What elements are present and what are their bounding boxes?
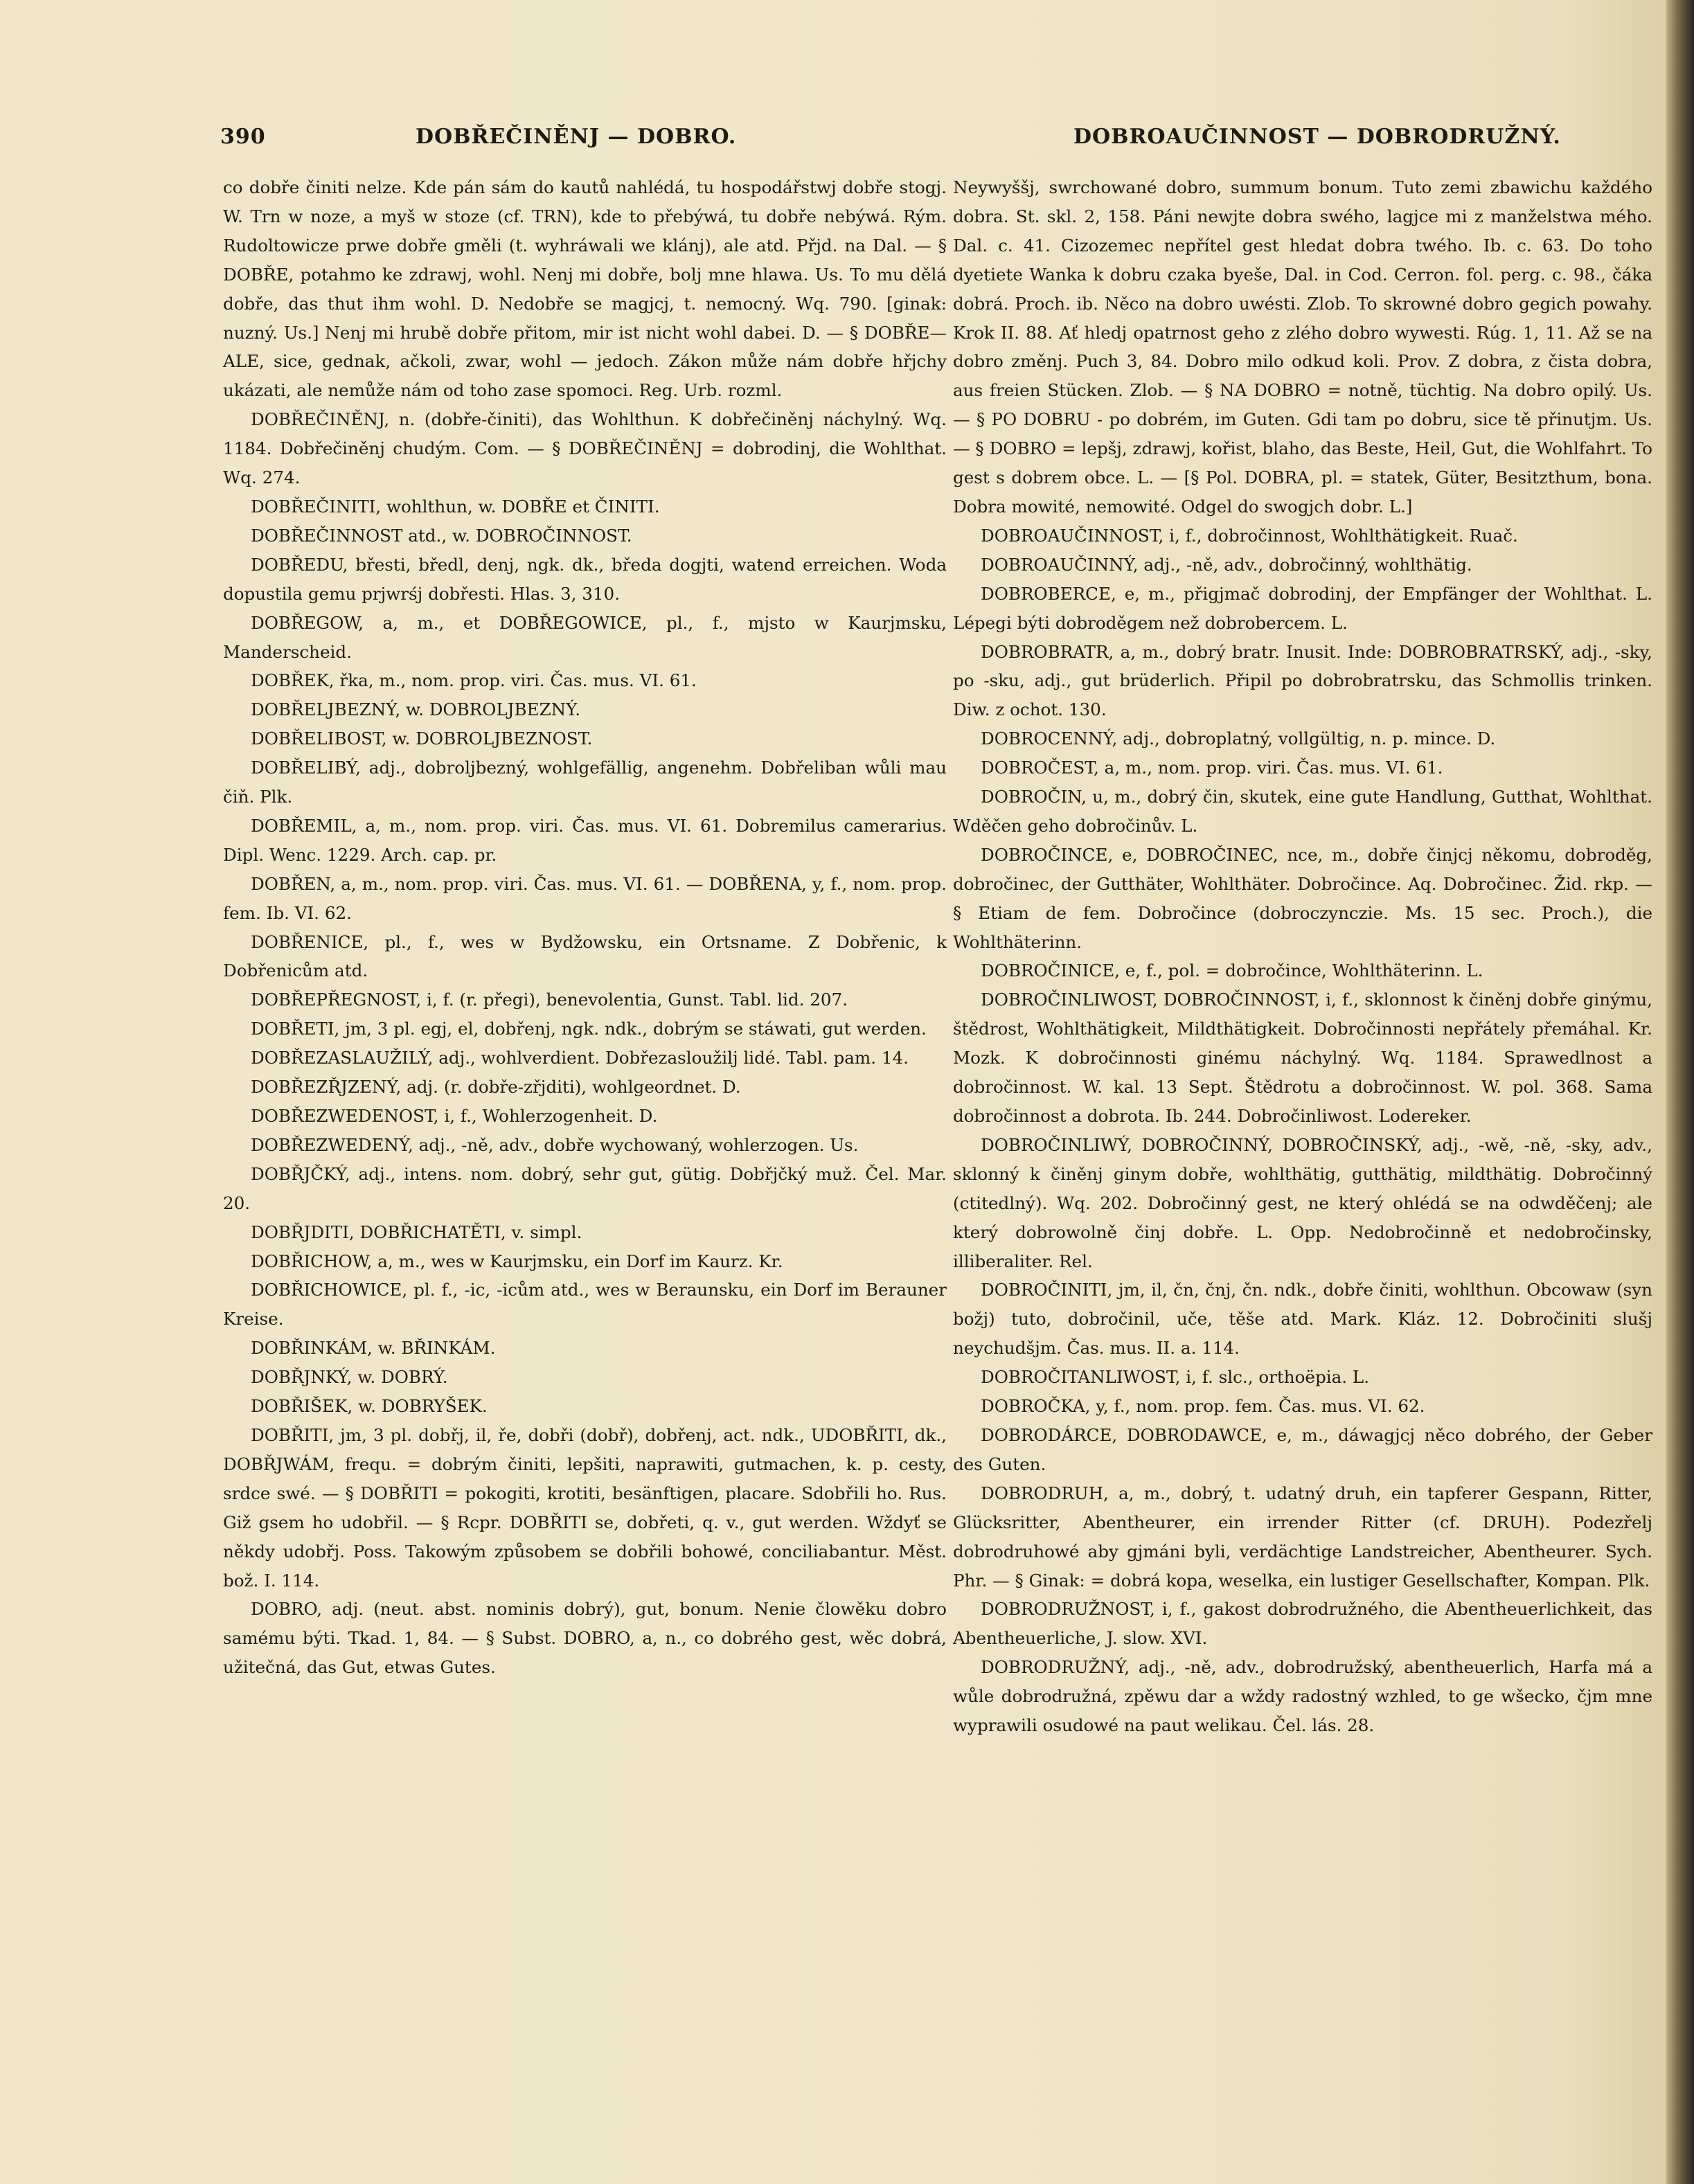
dictionary-entry: DOBŘELIBOST, w. DOBROLJBEZNOST.	[251, 728, 593, 749]
right-running-head: DOBROAUČINNOST — DOBRODRUŽNÝ.	[1073, 125, 1561, 149]
dictionary-entry: DOBROČIN, u, m., dobrý čin, skutek, eine gute Handlung, Gutthat, Wohlthat. Wděčen geho dobročinův. L.	[953, 787, 1652, 836]
dictionary-entry: DOBŘEMIL, a, m., nom. prop. viri. Čas. mus. VI. 61. Dobremilus camerarius. Dipl. Wenc. 1229. Arch. cap. pr.	[223, 815, 947, 865]
dictionary-entry: DOBRODRUŽNOST, i, f., gakost dobrodružného, die Abentheuerlichkeit, das Abentheuerliche, J. slow. XVI.	[953, 1599, 1652, 1649]
dictionary-entry: DOBROBERCE, e, m., přigjmač dobrodinj, der Empfänger der Wohlthat. L. Lépegi býti dobroděgem než dobrobercem. L.	[953, 583, 1652, 633]
dictionary-entry: DOBROČINLIWOST, DOBROČINNOST, i, f., sklonnost k činěnj dobře ginýmu, štědrost, Wohlthätigkeit, Mildthätigkeit. Dobročinnosti nepřátely přemáhal. Kr. Mozk. K dobročinnosti ginému náchylný. Wq. 1184. Sprawedlnost a dobročinnost. W. kal. 13 Sept. Štědrotu a dobročinnost. W. pol. 368. Sama dobročinnost a dobrota. Ib. 244. Dobročinliwost. Lodereker.	[953, 990, 1652, 1126]
dictionary-entry: DOBŘELIBÝ, adj., dobroljbezný, wohlgefällig, angenehm. Dobřeliban wůli mau čiň. Plk.	[223, 758, 947, 807]
dictionary-entry: DOBŘEN, a, m., nom. prop. viri. Čas. mus. VI. 61. — DOBŘENA, y, f., nom. prop. fem. Ib. VI. 62.	[223, 873, 947, 923]
dictionary-entry: DOBŘEDU, břesti, bředl, denj, ngk. dk., bředa dogjti, watend erreichen. Woda dopustila gemu prjwrśj dobřesti. Hlas. 3, 310.	[223, 554, 947, 604]
dictionary-entry: DOBŘINKÁM, w. BŘINKÁM.	[251, 1338, 496, 1359]
dictionary-entry: DOBRODRUH, a, m., dobrý, t. udatný druh, ein tapferer Gespann, Ritter, Glücksritter, Abentheurer, ein irrender Ritter (cf. DRUH). Podezřelj dobrodruhowé aby gjmáni byli, verdächtige Landstreicher, Abentheurer. Sych. Phr. — § Ginak: = dobrá kopa, weselka, ein lustiger Gesellschafter, Kompan. Plk.	[953, 1483, 1652, 1591]
dictionary-entry: DOBŘJNKÝ, w. DOBRÝ.	[251, 1367, 448, 1388]
dictionary-entry: DOBROČEST, a, m., nom. prop. viri. Čas. mus. VI. 61.	[981, 758, 1443, 778]
dictionary-entry: DOBŘEZASLAUŽILÝ, adj., wohlverdient. Dobřezasloužilj lidé. Tabl. pam. 14.	[251, 1048, 909, 1068]
dictionary-entry: DOBROAUČINNÝ, adj., -ně, adv., dobročinný, wohlthätig.	[981, 554, 1472, 575]
dictionary-entry: DOBŘITI, jm, 3 pl. dobřj, il, ře, dobři (dobř), dobřenj, act. ndk., UDOBŘITI, dk., DOBŘJWÁM, frequ. = dobrým činiti, lepšiti, naprawiti, gutmachen, k. p. cesty, srdce swé. — § DOBŘITI = pokogiti, krotiti, besänftigen, placare. Sdobřili ho. Rus. Giž gsem ho udobřil. — § Rcpr. DOBŘITI se, dobřeti, q. v., gut werden. Wždyť se někdy udobřj. Poss. Takowým způsobem se dobřili bohowé, conciliabantur. Měst. bož. I. 114.	[223, 1424, 947, 1591]
dictionary-entry: DOBŘEČINĚNJ, n. (dobře-činiti), das Wohlthun. K dobřečiněnj náchylný. Wq. 1184. Dobřečiněnj chudým. Com. — § DOBŘEČINĚNJ = dobrodinj, die Wohlthat. Wq. 274.	[223, 409, 947, 488]
dictionary-entry: DOBROČINITI, jm, il, čn, čnj, čn. ndk., dobře činiti, wohlthun. Obcowaw (syn božj) tuto, dobročinil, uče, těše atd. Mark. Kláz. 12. Dobročiniti slušj neychudšjm. Čas. mus. II. a. 114.	[953, 1280, 1652, 1359]
dictionary-entry: DOBŘEZWEDENÝ, adj., -ně, adv., dobře wychowaný, wohlerzogen. Us.	[251, 1134, 859, 1155]
dictionary-entry: DOBŘEČINITI, wohlthun, w. DOBŘE et ČINITI.	[251, 496, 660, 517]
dictionary-entry: DOBŘEK, řka, m., nom. prop. viri. Čas. mus. VI. 61.	[251, 670, 697, 691]
dictionary-entry: DOBŘEPŘEGNOST, i, f. (r. přegi), benevolentia, Gunst. Tabl. lid. 207.	[251, 990, 848, 1010]
book-page-edge	[1666, 0, 1694, 2184]
dictionary-entry: DOBROČINICE, e, f., pol. = dobročince, Wohlthäterinn. L.	[981, 960, 1483, 981]
dictionary-entry: DOBŘENICE, pl., f., wes w Bydžowsku, ein Ortsname. Z Dobřenic, k Dobřenicům atd.	[223, 931, 947, 981]
entry-continuation: Neywyššj, swrchowané dobro, summum bonum. Tuto zemi zbawichu každého dobra. St. skl. 2, 158. Páni newjte dobra swého, lagjce mi z manželstwa mého. Dal. c. 41. Cizozemec nepřítel gest hledat dobra twého. Ib. c. 63. Do toho dyetiete Wanka k dobru czaka byeše, Dal. in Cod. Cerron. fol. perg. c. 98., čáka dobrá. Proch. ib. Něco na dobro uwésti. Zlob. To skrowné dobro gegich powahy. Krok II. 88. Ať hledj opatrnost geho z zlého dobro wywesti. Rúg. 1, 11. Až se na dobro změnj. Puch 3, 84. Dobro milo odkud koli. Prov. Z dobra, z čista dobra, aus freien Stücken. Zlob. — § NA DOBRO = notně, tüchtig. Na dobro opilý. Us. — § PO DOBRU - po dobrém, im Guten. Gdi tam po dobru, sice tě přinutjm. Us. — § DOBRO = lepšj, zdrawj, kořist, blaho, das Beste, Heil, Gut, die Wohlfahrt. To gest s dobrem obce. L. — [§ Pol. DOBRA, pl. = statek, Güter, Besitzthum, bona. Dobra mowité, nemowité. Odgel do swogjch dobr. L.]	[953, 177, 1652, 517]
dictionary-entry: DOBRODRUŽNÝ, adj., -ně, adv., dobrodružský, abentheuerlich, Harfa má a wůle dobrodružná, zpěwu dar a wždy radostný wzhled, to ge wšecko, čjm mne wyprawili osudowé na paut welikau. Čel. lás. 28.	[953, 1657, 1652, 1736]
dictionary-entry: DOBROČINCE, e, DOBROČINEC, nce, m., dobře činjcj někomu, dobroděg, dobročinec, der Gutthäter, Wohlthäter. Dobročince. Aq. Dobročinec. Žid. rkp. — § Etiam de fem. Dobročince (dobroczynczie. Ms. 15 sec. Proch.), die Wohlthäterinn.	[953, 844, 1652, 952]
dictionary-entry: DOBRODÁRCE, DOBRODAWCE, e, m., dáwagjcj něco dobrého, der Geber des Guten.	[953, 1424, 1652, 1474]
dictionary-entry: DOBŘELJBEZNÝ, w. DOBROLJBEZNÝ.	[251, 699, 581, 720]
dictionary-entry: DOBROČITANLIWOST, i, f. slc., orthoëpia. L.	[981, 1367, 1370, 1388]
dictionary-entry: DOBŘIŠEK, w. DOBRYŠEK.	[251, 1396, 488, 1417]
dictionary-entry: DOBROBRATR, a, m., dobrý bratr. Inusit. Inde: DOBROBRATRSKÝ, adj., -sky, po -sku, adj., gut brüderlich. Připil po dobrobratrsku, das Schmollis trinken. Diw. z ochot. 130.	[953, 641, 1652, 720]
dictionary-entry: DOBŘETI, jm, 3 pl. egj, el, dobřenj, ngk. ndk., dobrým se stáwati, gut werden.	[251, 1019, 927, 1039]
dictionary-entry: DOBROCENNÝ, adj., dobroplatný, vollgültig, n. p. mince. D.	[981, 728, 1496, 749]
dictionary-entry: DOBŘEGOW, a, m., et DOBŘEGOWICE, pl., f., mjsto w Kaurjmsku, Manderscheid.	[223, 612, 947, 662]
dictionary-entry: DOBŘJČKÝ, adj., intens. nom. dobrý, sehr gut, gütig. Dobřjčký muž. Čel. Mar. 20.	[223, 1163, 947, 1213]
right-column	[953, 173, 1652, 1740]
dictionary-entry: DOBŘEZŘJZENÝ, adj. (r. dobře-zřjditi), wohlgeordnet. D.	[251, 1077, 741, 1098]
dictionary-entry: DOBROČINLIWÝ, DOBROČINNÝ, DOBROČINSKÝ, adj., -wě, -ně, -sky, adv., sklonný k činěnj ginym dobře, wohlthätig, gutthätig, mildthätig. Dobročinný (ctitedlný). Wq. 202. Dobročinný gest, ne který ohlédá se na odwděčenj; ale který dobrowolně činj dobře. L. Opp. Nedobročinně et nedobročinsky, illiberaliter. Rel.	[953, 1134, 1652, 1271]
dictionary-entry: DOBŘEČINNOST atd., w. DOBROČINNOST.	[251, 525, 632, 546]
left-column	[223, 173, 947, 1682]
page-number: 390	[220, 125, 266, 149]
dictionary-entry: DOBŘICHOW, a, m., wes w Kaurjmsku, ein Dorf im Kaurz. Kr.	[251, 1251, 783, 1271]
dictionary-entry: DOBRO, adj. (neut. abst. nominis dobrý), gut, bonum. Nenie člowěku dobro samému býti. Tkad. 1, 84. — § Subst. DOBRO, a, n., co dobrého gest, wěc dobrá, užitečná, das Gut, etwas Gutes.	[223, 1599, 947, 1678]
dictionary-entry: DOBŘEZWEDENOST, i, f., Wohlerzogenheit. D.	[251, 1106, 658, 1126]
dictionary-entry: DOBROČKA, y, f., nom. prop. fem. Čas. mus. VI. 62.	[981, 1396, 1425, 1417]
entry-continuation: co dobře činiti nelze. Kde pán sám do kautů nahlédá, tu hospodářstwj dobře stogj. W. Trn w noze, a myš w stoze (cf. TRN), kde to přebýwá, tu dobře nebýwá. Rým. Rudoltowicze prwe dobře gměli (t. wyhráwali we klánj), ale atd. Přjd. na Dal. — § DOBŘE, potahmo ke zdrawj, wohl. Nenj mi dobře, bolj mne hlawa. Us. To mu dělá dobře, das thut ihm wohl. D. Nedobře se magjcj, t. nemocný. Wq. 790. [ginak: nuzný. Us.] Nenj mi hrubě dobře přitom, mir ist nicht wohl dabei. D. — § DOBŘE—ALE, sice, gednak, ačkoli, zwar, wohl — jedoch. Zákon může nám dobře hřjchy ukázati, ale nemůže nám od toho zase spomoci. Reg. Urb. rozml.	[223, 177, 947, 401]
dictionary-entry: DOBŘJDITI, DOBŘICHATĚTI, v. simpl.	[251, 1221, 582, 1242]
dictionary-entry: DOBŘICHOWICE, pl. f., -ic, -icům atd., wes w Beraunsku, ein Dorf im Berauner Kreise.	[223, 1280, 947, 1330]
dictionary-entry: DOBROAUČINNOST, i, f., dobročinnost, Wohlthätigkeit. Ruač.	[981, 525, 1518, 546]
left-running-head: DOBŘEČINĚNJ — DOBRO.	[416, 125, 737, 149]
